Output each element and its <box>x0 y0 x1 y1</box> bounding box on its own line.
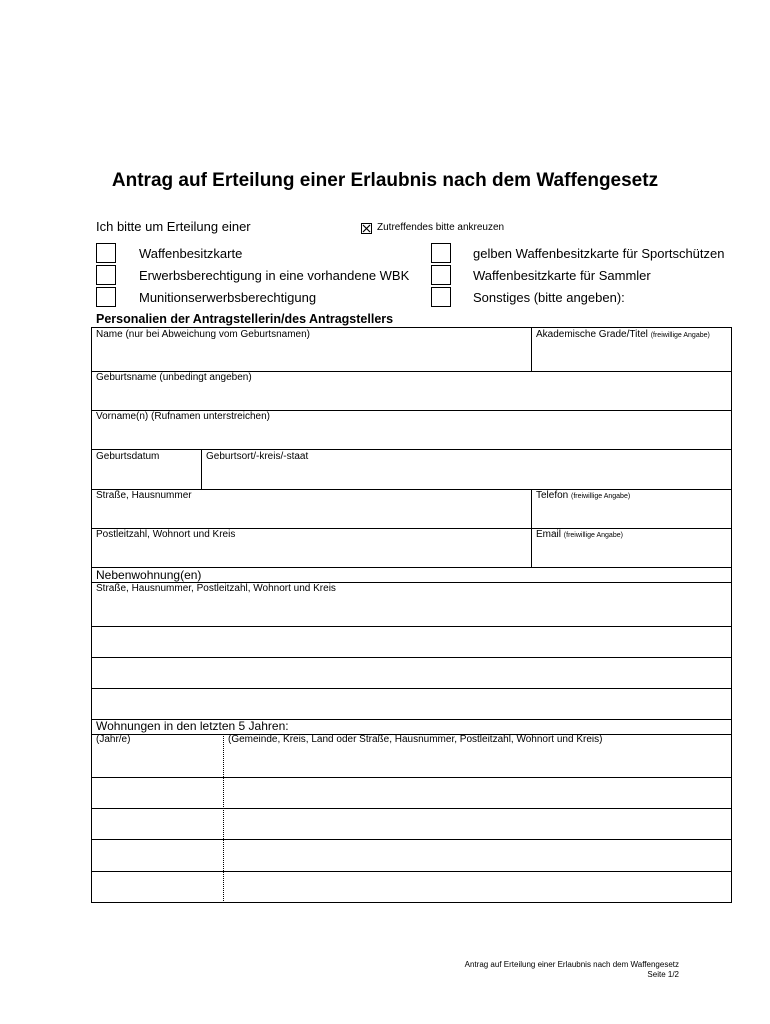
checked-box-icon <box>361 223 372 234</box>
checkbox-waffenbesitzkarte[interactable] <box>96 243 116 263</box>
checkbox-erwerbsberechtigung[interactable] <box>96 265 116 285</box>
optional-note: (freiwillige Angabe) <box>650 332 710 339</box>
history-year-field-3[interactable] <box>92 809 223 839</box>
secondary-heading: Nebenwohnung(en) <box>96 568 202 582</box>
email-label-text: Email <box>536 529 562 540</box>
checkbox-sportschuetzen[interactable] <box>431 243 451 263</box>
history-year-field-2[interactable] <box>92 778 223 808</box>
secondary-address-field-4[interactable] <box>92 689 731 719</box>
page-title: Antrag auf Erteilung einer Erlaubnis nach dem Waffengesetz <box>111 170 659 191</box>
academic-label-text: Akademische Grade/Titel <box>536 329 648 340</box>
option-label: Sonstiges (bitte angeben): <box>473 290 625 305</box>
history-heading: Wohnungen in den letzten 5 Jahren: <box>96 719 289 733</box>
option-label: Munitionserwerbsberechtigung <box>139 290 317 305</box>
phone-label-text: Telefon <box>536 490 569 501</box>
optional-note: (freiwillige Angabe) <box>571 493 631 500</box>
secondary-address-field-2[interactable] <box>92 627 731 657</box>
history-address-field-5[interactable] <box>224 872 731 902</box>
footer-page-number: Seite 1/2 <box>647 970 679 979</box>
postal-label: Postleitzahl, Wohnort und Kreis <box>96 529 236 540</box>
birthdate-label: Geburtsdatum <box>96 451 160 462</box>
hint-text: Zutreffendes bitte ankreuzen <box>377 222 505 233</box>
name-label: Name (nur bei Abweichung vom Geburtsnamen) <box>96 329 310 340</box>
birthname-label: Geburtsname (unbedingt angeben) <box>96 372 252 383</box>
option-label: Waffenbesitzkarte für Sammler <box>473 268 651 283</box>
birthplace-label: Geburtsort/-kreis/-staat <box>206 451 309 462</box>
history-address-label: (Gemeinde, Kreis, Land oder Straße, Hausnummer, Postleitzahl, Wohnort und Kreis) <box>228 734 603 745</box>
secondary-address-label: Straße, Hausnummer, Postleitzahl, Wohnort und Kreis <box>96 583 336 594</box>
phone-label <box>536 490 630 501</box>
history-year-field-4[interactable] <box>92 840 223 871</box>
footer <box>465 960 679 980</box>
firstname-label: Vorname(n) (Rufnamen unterstreichen) <box>96 411 270 422</box>
checkbox-sammler[interactable] <box>431 265 451 285</box>
request-text: Ich bitte um Erteilung einer <box>96 219 251 234</box>
street-label: Straße, Hausnummer <box>96 490 192 501</box>
optional-note: (freiwillige Angabe) <box>563 532 623 539</box>
email-label <box>536 529 623 540</box>
option-label: Erwerbsberechtigung in eine vorhandene WBK <box>139 268 410 283</box>
checkbox-munitionserwerb[interactable] <box>96 287 116 307</box>
history-year-label: (Jahr/e) <box>96 734 131 745</box>
secondary-address-field-3[interactable] <box>92 658 731 688</box>
academic-label <box>536 329 710 340</box>
footer-form-title: Antrag auf Erteilung einer Erlaubnis nach dem Waffengesetz <box>464 960 679 969</box>
history-address-field-2[interactable] <box>224 778 731 808</box>
option-label: Waffenbesitzkarte <box>139 246 243 261</box>
checkbox-sonstiges[interactable] <box>431 287 451 307</box>
history-address-field-3[interactable] <box>224 809 731 839</box>
option-label: gelben Waffenbesitzkarte für Sportschützen <box>473 246 725 261</box>
personal-heading: Personalien der Antragstellerin/des Antragstellers <box>96 312 394 326</box>
history-year-field-5[interactable] <box>92 872 223 902</box>
history-address-field-4[interactable] <box>224 840 731 871</box>
